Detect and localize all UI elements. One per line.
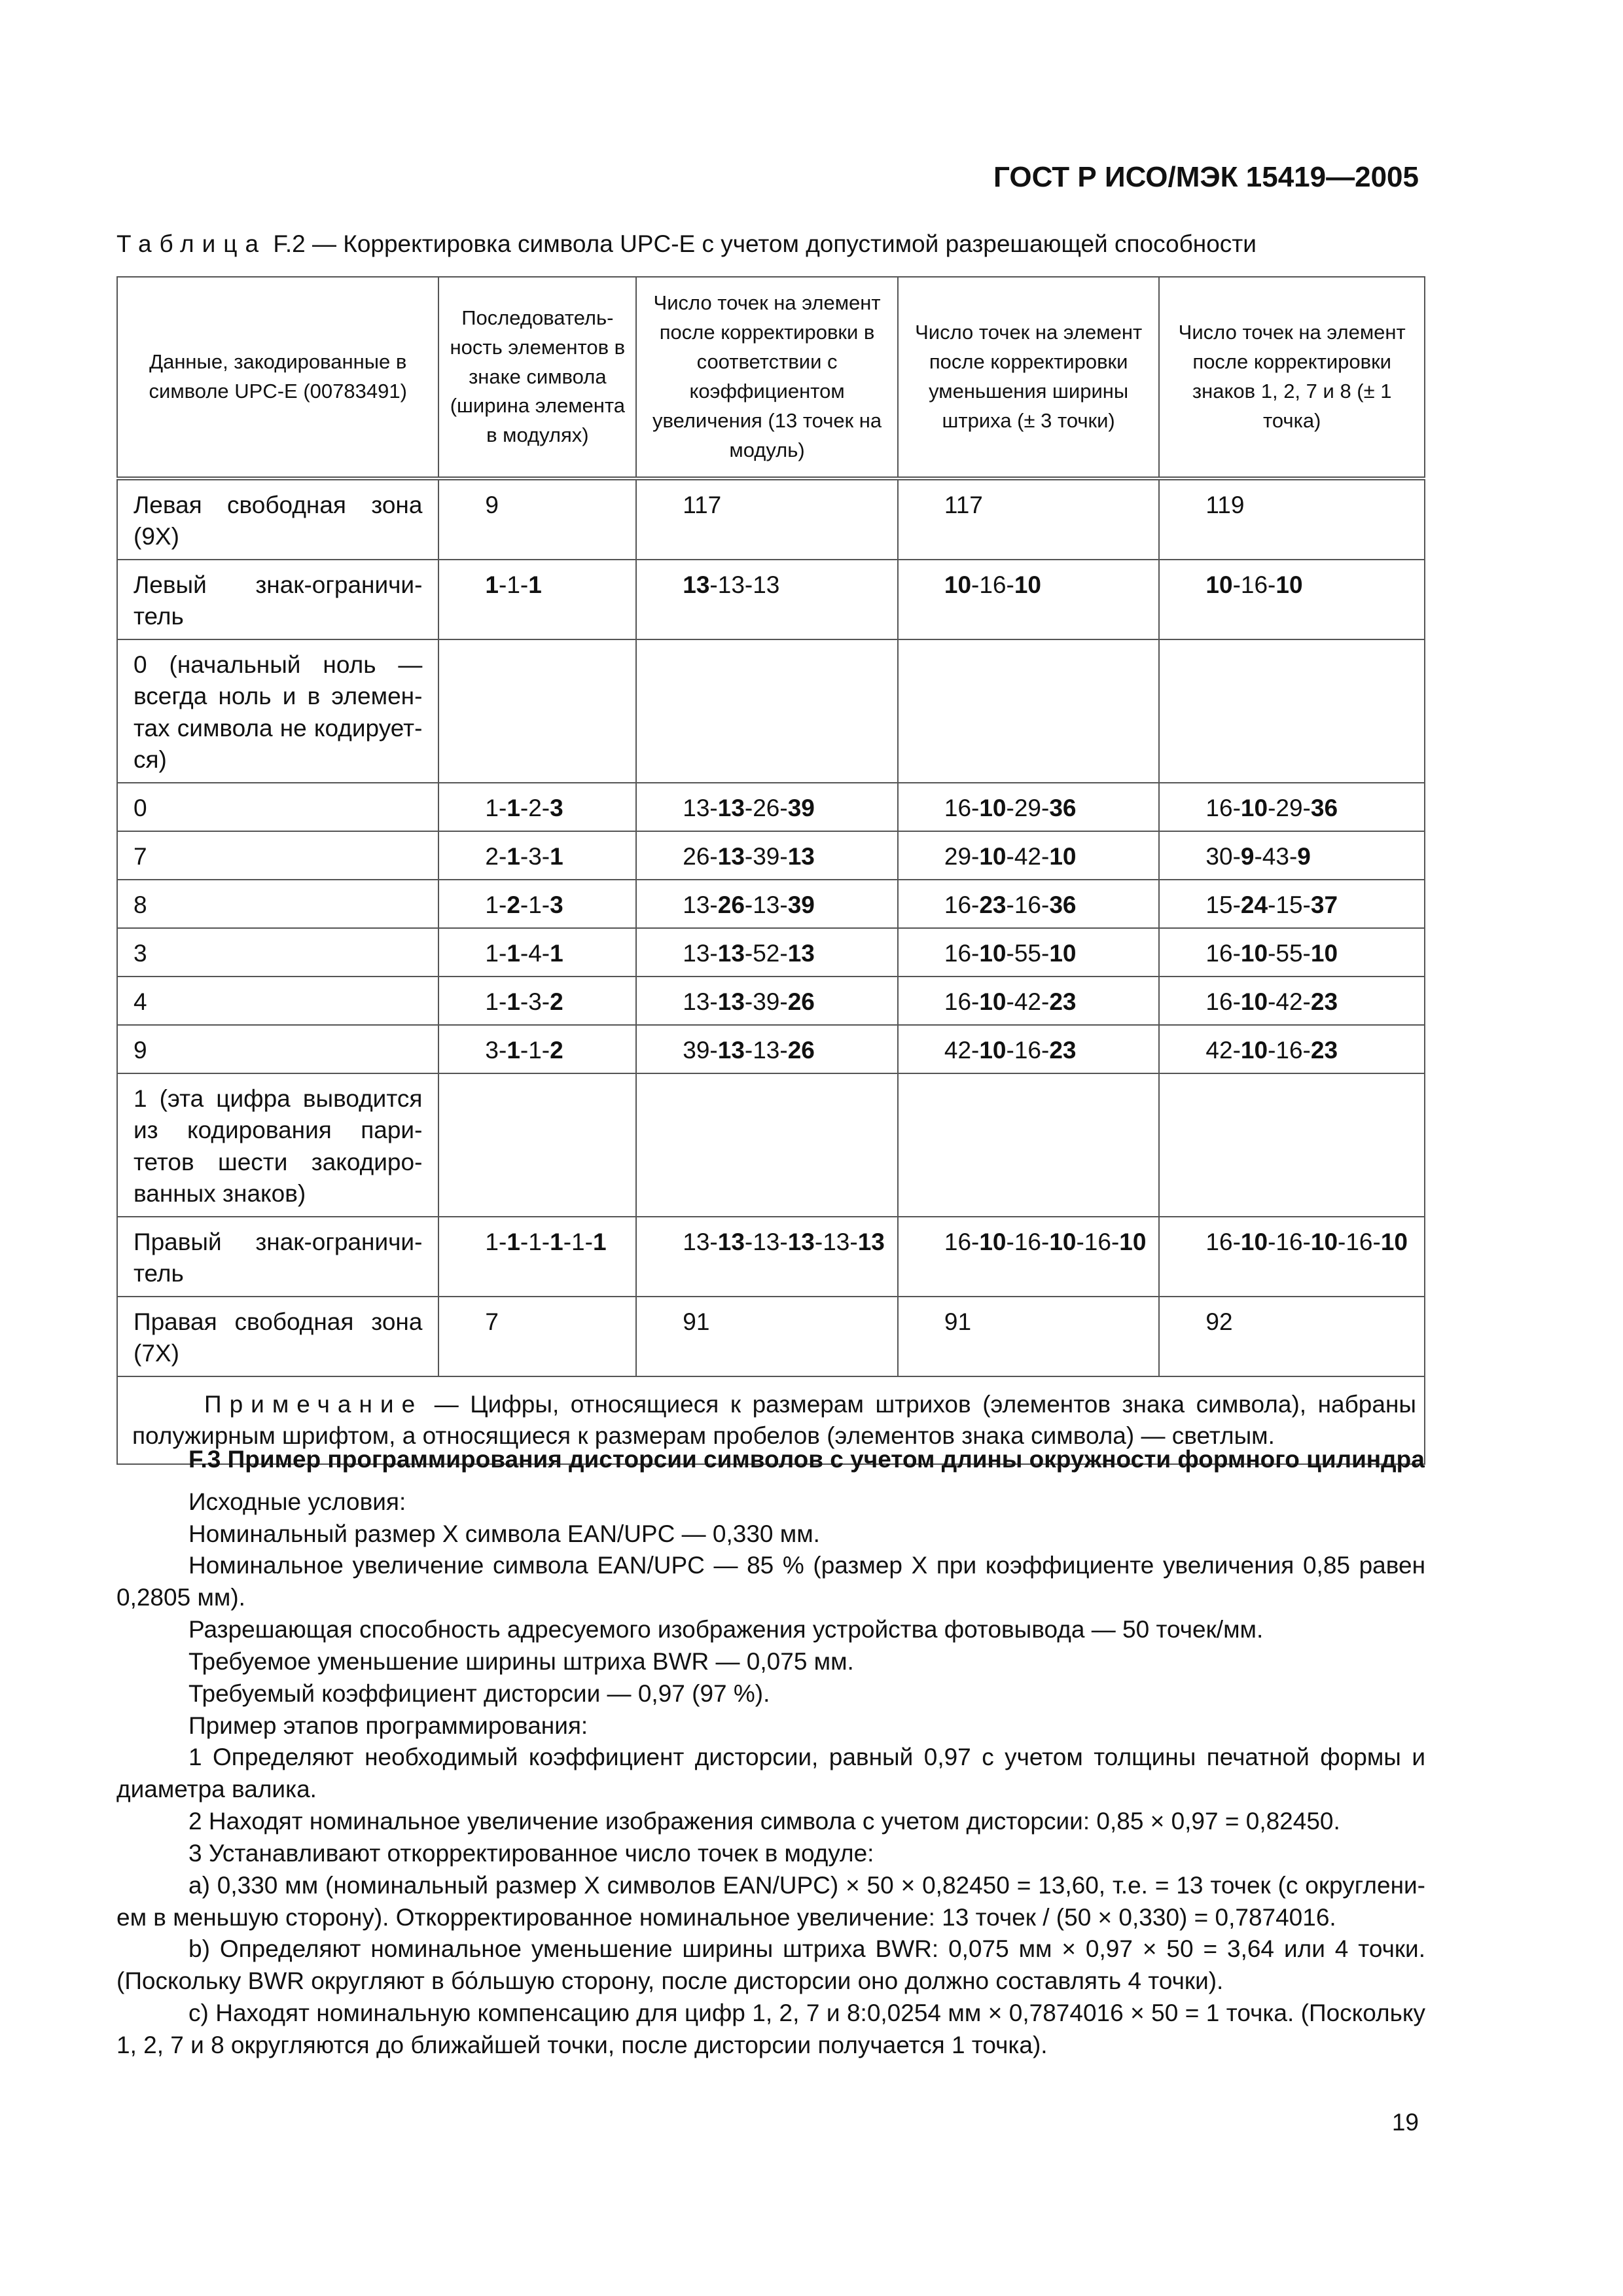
bar-value: 10 [1380, 1228, 1408, 1255]
space-value: 1- [485, 794, 507, 821]
correction-table [116, 276, 1425, 1465]
bar-value: 1 [528, 571, 542, 599]
space-value: 42- [944, 1037, 980, 1064]
bar-value: 2 [507, 891, 520, 918]
space-value: -16- [971, 571, 1014, 599]
bar-value: 1 [550, 842, 563, 870]
table-cell [438, 928, 636, 977]
bar-value: 10 [944, 571, 972, 599]
table-row [117, 1073, 1425, 1216]
table-cell [898, 977, 1160, 1025]
space-value: 2- [485, 842, 507, 870]
space-value: -4- [520, 940, 550, 967]
section-paragraph: Номинальное увеличение символа EAN/UPC — 85 % (размер X при коэффициенте увеличения 0,85 равен 0,2805 мм). [116, 1552, 1425, 1611]
bar-value: 1 [507, 842, 520, 870]
row-label: 7 [117, 831, 438, 880]
space-value: -16- [1076, 1228, 1120, 1255]
table-cell [636, 1073, 898, 1216]
table-cell [898, 1297, 1160, 1376]
space-value: -42- [1268, 988, 1311, 1016]
bar-value: 13 [717, 794, 745, 821]
space-value: 3- [485, 1037, 507, 1064]
space-value: 16- [944, 794, 980, 821]
space-value: 9 [485, 492, 499, 518]
bar-value: 10 [1240, 1037, 1268, 1064]
space-value: -1- [520, 1037, 550, 1064]
table-cell [1159, 1025, 1425, 1073]
table-cell [438, 783, 636, 831]
bar-value: 39 [787, 891, 815, 918]
space-value: -15- [1268, 891, 1311, 918]
table-cell [438, 1073, 636, 1216]
bar-value: 26 [787, 988, 815, 1016]
table-cell [636, 1025, 898, 1073]
table-cell [636, 928, 898, 977]
bar-value: 1 [507, 940, 520, 967]
table-cell [898, 880, 1160, 928]
space-value: -42- [1006, 842, 1050, 870]
space-value: 91 [683, 1308, 710, 1335]
bar-value: 10 [1240, 940, 1268, 967]
bar-value: 26 [717, 891, 745, 918]
table-cell [898, 1025, 1160, 1073]
bar-value: 36 [1049, 891, 1077, 918]
table-cell [1159, 928, 1425, 977]
section-f3 [116, 1444, 1425, 2062]
bar-value: 1 [485, 571, 499, 599]
row-label: 0 (начальный ноль — всегда ноль и в элементах символа не кодируется) [117, 639, 438, 782]
bar-value: 10 [1240, 1228, 1268, 1255]
space-value: 15- [1205, 891, 1241, 918]
bar-value: 39 [787, 794, 815, 821]
space-value: -16- [1338, 1228, 1381, 1255]
space-value: 117 [683, 492, 722, 518]
bar-value: 13 [717, 842, 745, 870]
bar-value: 13 [787, 940, 815, 967]
table-cell [898, 478, 1160, 560]
bar-value: 23 [1049, 1037, 1077, 1064]
space-value: 16- [944, 940, 980, 967]
space-value: -39- [744, 842, 788, 870]
bar-value: 13 [717, 1037, 745, 1064]
table-cell [1159, 639, 1425, 782]
bar-value: 2 [550, 1037, 563, 1064]
bar-value: 13 [683, 571, 710, 599]
bar-value: 1 [550, 940, 563, 967]
column-header: Данные, закодированные в символе UPC-E (00783491) [117, 277, 438, 478]
table-cell [898, 831, 1160, 880]
space-value: -1- [520, 1228, 550, 1255]
space-value: -16- [1268, 1037, 1311, 1064]
table-cell [636, 1297, 898, 1376]
space-value: -2- [520, 794, 550, 821]
bar-value: 13 [787, 842, 815, 870]
table-cell [636, 831, 898, 880]
table-row [117, 928, 1425, 977]
bar-value: 13 [857, 1228, 885, 1255]
bar-value: 3 [550, 794, 563, 821]
section-paragraph: с) Находят номинальную компенсацию для цифр 1, 2, 7 и 8:0,0254 мм × 0,7874016 × 50 = 1 точка. (Поскольку 1, 2, 7 и 8 округляются до ближайшей точки, после дисторсии получается 1 точка). [116, 2000, 1425, 2058]
bar-value: 37 [1310, 891, 1338, 918]
table-cell [438, 831, 636, 880]
space-value: 7 [485, 1308, 499, 1335]
space-value: 13- [683, 1228, 718, 1255]
table-cell [636, 977, 898, 1025]
space-value: 16- [1205, 1228, 1241, 1255]
bar-value: 1 [507, 988, 520, 1016]
bar-value: 10 [1310, 940, 1338, 967]
table-cell [438, 560, 636, 639]
section-paragraph: Требуемый коэффициент дисторсии — 0,97 (97 %). [188, 1679, 770, 1707]
bar-value: 23 [1310, 988, 1338, 1016]
space-value: 16- [1205, 988, 1241, 1016]
table-row [117, 783, 1425, 831]
space-value: -13- [744, 1228, 788, 1255]
table-cell [1159, 831, 1425, 880]
space-value: -16- [1006, 1228, 1050, 1255]
space-value: 16- [1205, 794, 1241, 821]
table-cell [438, 639, 636, 782]
table-row [117, 478, 1425, 560]
space-value: -13- [744, 1037, 788, 1064]
space-value: 30- [1205, 842, 1241, 870]
table-cell [636, 560, 898, 639]
space-value: 1- [485, 1228, 507, 1255]
bar-value: 10 [979, 988, 1007, 1016]
bar-value: 23 [1310, 1037, 1338, 1064]
bar-value: 10 [1049, 940, 1077, 967]
bar-value: 13 [717, 940, 745, 967]
page-number: 19 [1391, 2109, 1419, 2136]
table-row [117, 1217, 1425, 1297]
table-cell [1159, 880, 1425, 928]
bar-value: 26 [787, 1037, 815, 1064]
column-header: Число точек на элемент после корректировки знаков 1, 2, 7 и 8 (± 1 точка) [1159, 277, 1425, 478]
space-value: -26- [744, 794, 788, 821]
space-value: 16- [944, 1228, 980, 1255]
bar-value: 9 [1297, 842, 1311, 870]
space-value: -55- [1006, 940, 1050, 967]
bar-value: 1 [507, 794, 520, 821]
table-cell [636, 880, 898, 928]
space-value: 26- [683, 842, 718, 870]
row-label: 8 [117, 880, 438, 928]
table-cell [898, 1073, 1160, 1216]
space-value: 16- [944, 891, 980, 918]
space-value: -13- [814, 1228, 858, 1255]
bar-value: 36 [1310, 794, 1338, 821]
section-paragraph: 1 Определяют необходимый коэффициент дисторсии, равный 0,97 с учетом толщины печатной формы и диаметра валика. [116, 1744, 1425, 1803]
bar-value: 13 [787, 1228, 815, 1255]
section-paragraph: Номинальный размер X символа EAN/UPC — 0,330 мм. [188, 1520, 820, 1547]
bar-value: 23 [1049, 988, 1077, 1016]
table-caption-label: Таблица [116, 230, 267, 257]
note-text: — Цифры, относящиеся к размерам штрихов (элементов знака символа), набраны полужирным шрифтом, а относящиеся к размерам пробелов (элементов знака символа) — светлым. [132, 1391, 1416, 1450]
space-value: 42- [1205, 1037, 1241, 1064]
table-cell [636, 478, 898, 560]
note-label: Примечание [204, 1391, 423, 1418]
table-cell [438, 977, 636, 1025]
table-caption [116, 230, 1257, 258]
space-value: -1- [520, 891, 550, 918]
bar-value: 10 [1205, 571, 1233, 599]
space-value: 1- [485, 988, 507, 1016]
bar-value: 24 [1240, 891, 1268, 918]
section-paragraph: 2 Находят номинальное увеличение изображения символа с учетом дисторсии: 0,85 × 0,97 = 0,82450. [188, 1808, 1340, 1835]
space-value: 13- [683, 940, 718, 967]
table-cell [898, 639, 1160, 782]
space-value: 39- [683, 1037, 718, 1064]
space-value: -16- [1006, 891, 1050, 918]
bar-value: 36 [1049, 794, 1077, 821]
standard-header: ГОСТ Р ИСО/МЭК 15419—2005 [993, 161, 1419, 193]
table-cell [438, 1025, 636, 1073]
space-value: -13-13 [709, 571, 780, 599]
space-value: 1- [485, 940, 507, 967]
bar-value: 10 [979, 1228, 1007, 1255]
space-value: 16- [944, 988, 980, 1016]
bar-value: 1 [507, 1037, 520, 1064]
row-label: Правый знак-ограничитель [117, 1217, 438, 1297]
table-cell [898, 783, 1160, 831]
bar-value: 23 [979, 891, 1007, 918]
space-value: -29- [1006, 794, 1050, 821]
table-cell [898, 928, 1160, 977]
table-cell [636, 639, 898, 782]
space-value: 16- [1205, 940, 1241, 967]
table-cell [898, 560, 1160, 639]
bar-value: 10 [979, 940, 1007, 967]
space-value: -16- [1268, 1228, 1311, 1255]
bar-value: 10 [1049, 842, 1077, 870]
table-row [117, 560, 1425, 639]
bar-value: 1 [592, 1228, 607, 1255]
space-value: 91 [944, 1308, 972, 1335]
space-value: -1- [499, 571, 529, 599]
column-header: Последовательность элементов в знаке символа (ширина элемента в модулях) [438, 277, 636, 478]
row-label: 9 [117, 1025, 438, 1073]
table-cell [438, 1217, 636, 1297]
bar-value: 10 [1119, 1228, 1147, 1255]
row-label: Левый знак-ограничитель [117, 560, 438, 639]
table-cell [636, 783, 898, 831]
space-value: 117 [944, 492, 983, 518]
space-value: -16- [1232, 571, 1276, 599]
bar-value: 10 [1240, 794, 1268, 821]
bar-value: 10 [1275, 571, 1303, 599]
table-header-row [117, 277, 1425, 478]
bar-value: 10 [1049, 1228, 1077, 1255]
space-value: 92 [1205, 1308, 1233, 1335]
space-value: -39- [744, 988, 788, 1016]
bar-value: 10 [979, 842, 1007, 870]
bar-value: 10 [1310, 1228, 1338, 1255]
table-cell [438, 1297, 636, 1376]
space-value: -13- [744, 891, 788, 918]
space-value: 13- [683, 891, 718, 918]
table-caption-text: F.2 — Корректировка символа UPC-E с учетом допустимой разрешающей способности [266, 230, 1257, 257]
table-row [117, 831, 1425, 880]
space-value: 29- [944, 842, 980, 870]
row-label: Левая свободная зона (9Х) [117, 478, 438, 560]
section-heading: F.3 Пример программирования дисторсии символов с учетом длины окружности формного цилиндра [188, 1446, 1425, 1473]
bar-value: 9 [1240, 842, 1255, 870]
table-row [117, 1297, 1425, 1376]
bar-value: 10 [979, 794, 1007, 821]
table-cell [438, 880, 636, 928]
space-value: -29- [1268, 794, 1311, 821]
space-value: -43- [1254, 842, 1298, 870]
table-cell [636, 1217, 898, 1297]
table-cell [1159, 977, 1425, 1025]
table-cell [1159, 783, 1425, 831]
table-cell [1159, 1073, 1425, 1216]
column-header: Число точек на элемент после корректировки уменьшения ширины штриха (± 3 точки) [898, 277, 1160, 478]
bar-value: 13 [717, 1228, 745, 1255]
row-label: Правая свободная зона (7Х) [117, 1297, 438, 1376]
table-row [117, 639, 1425, 782]
table-row [117, 1025, 1425, 1073]
space-value: -52- [744, 940, 788, 967]
space-value: -3- [520, 842, 550, 870]
table-row [117, 977, 1425, 1025]
section-paragraph: Разрешающая способность адресуемого изображения устройства фотовывода — 50 точек/мм. [188, 1616, 1264, 1643]
section-paragraph: Пример этапов программирования: [188, 1712, 588, 1739]
bar-value: 10 [1240, 988, 1268, 1016]
section-paragraph: Исходные условия: [188, 1488, 406, 1515]
bar-value: 10 [1014, 571, 1041, 599]
bar-value: 2 [550, 988, 563, 1016]
space-value: -3- [520, 988, 550, 1016]
bar-value: 1 [507, 1228, 520, 1255]
section-paragraph: b) Определяют номинальное уменьшение ширины штриха BWR: 0,075 мм × 0,97 × 50 = 3,64 или 4 точки. (Поскольку BWR округляют в бо́льшую сторону, после дисторсии оно должно составлять 4 точки). [116, 1935, 1425, 1995]
table-cell [1159, 1297, 1425, 1376]
table-cell [1159, 1217, 1425, 1297]
row-label: 3 [117, 928, 438, 977]
column-header: Число точек на элемент после корректировки в соответствии с коэффициентом увеличения (13 точек на модуль) [636, 277, 898, 478]
space-value: 13- [683, 794, 718, 821]
table-body [117, 478, 1425, 1376]
space-value: -55- [1268, 940, 1311, 967]
space-value: 13- [683, 988, 718, 1016]
table-cell [1159, 478, 1425, 560]
space-value: -42- [1006, 988, 1050, 1016]
space-value: 1- [485, 891, 507, 918]
space-value: -1- [563, 1228, 593, 1255]
space-value: 119 [1205, 492, 1245, 518]
bar-value: 10 [979, 1037, 1007, 1064]
section-paragraph: 3 Устанавливают откорректированное число точек в модуле: [188, 1839, 874, 1867]
table-row [117, 880, 1425, 928]
bar-value: 1 [550, 1228, 563, 1255]
row-label: 1 (эта цифра выводится из кодирования паритетов шести закодированных знаков) [117, 1073, 438, 1216]
row-label: 0 [117, 783, 438, 831]
table-cell [898, 1217, 1160, 1297]
row-label: 4 [117, 977, 438, 1025]
section-paragraph: Требуемое уменьшение ширины штриха BWR — 0,075 мм. [188, 1647, 854, 1675]
bar-value: 13 [717, 988, 745, 1016]
table-cell [438, 478, 636, 560]
space-value: -16- [1006, 1037, 1050, 1064]
section-paragraph: а) 0,330 мм (номинальный размер X символов EAN/UPC) × 50 × 0,82450 = 13,60, т.е. = 13 точек (с округлением в меньшую сторону). Откорректированное номинальное увеличение: 13 точек / (50 × 0,330) = 0,7874016. [116, 1871, 1425, 1931]
table-cell [1159, 560, 1425, 639]
bar-value: 3 [550, 891, 563, 918]
